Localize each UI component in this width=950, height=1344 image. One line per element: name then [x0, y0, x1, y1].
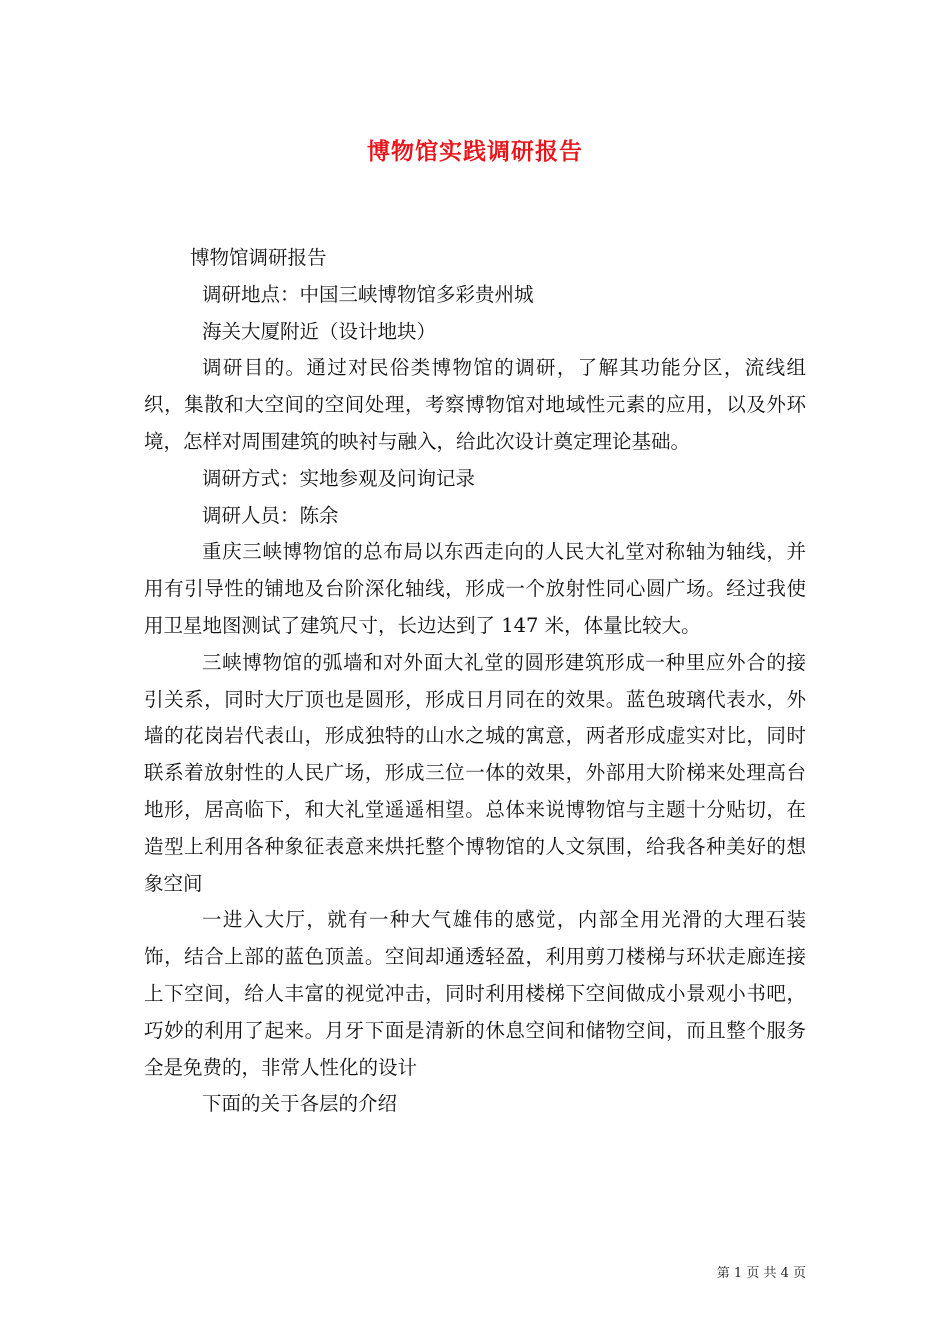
paragraph-site: 海关大厦附近（设计地块） [202, 319, 437, 343]
paragraph-hall: 一进入大厅，就有一种大气雄伟的感觉，内部全用光滑的大理石装饰，结合上部的蓝色顶盖。空间却通透轻盈，利用剪刀楼梯与环状走廊连接上下空间，给人丰富的视觉冲击，同时利用楼梯下空间做成小景观小书吧，巧妙的利用了起来。月牙下面是清新的休息空间和储物空间，而且整个服务全是免费的，非常人性化的设计 [144, 908, 806, 1079]
paragraph-heading: 博物馆调研报告 [190, 246, 327, 269]
paragraph-method: 调研方式：实地参观及问询记录 [202, 466, 476, 490]
paragraph-architecture: 三峡博物馆的弧墙和对外面大礼堂的圆形建筑形成一种里应外合的接引关系，同时大厅顶也是圆形，形成日月同在的效果。蓝色玻璃代表水，外墙的花岗岩代表山，形成独特的山水之城的寓意，两者形成虚实对比，同时联系着放射性的人民广场，形成三位一体的效果，外部用大阶梯来处理高台地形，居高临下，和大礼堂遥遥相望。总体来说博物馆与主题十分贴切，在造型上利用各种象征表意来烘托整个博物馆的人文氛围，给我各种美好的想象空间 [144, 650, 806, 895]
document-body [144, 240, 806, 1123]
paragraph-location: 调研地点：中国三峡博物馆多彩贵州城 [202, 282, 534, 306]
paragraph-purpose: 调研目的。通过对民俗类博物馆的调研，了解其功能分区，流线组织，集散和大空间的空间处理，考察博物馆对地域性元素的应用，以及外环境，怎样对周围建筑的映衬与融入，给此次设计奠定理论基础。 [144, 356, 806, 453]
paragraph-layout: 重庆三峡博物馆的总布局以东西走向的人民大礼堂对称轴为轴线，并用有引导性的铺地及台阶深化轴线，形成一个放射性同心圆广场。经过我使用卫星地图测试了建筑尺寸，长边达到了 147 米，体量比较大。 [144, 540, 806, 637]
paragraph-personnel: 调研人员：陈余 [202, 503, 339, 527]
page-number: 第 1 页 共 4 页 [716, 1266, 806, 1281]
paragraph-floors-intro: 下面的关于各层的介绍 [202, 1092, 398, 1116]
document-title: 博物馆实践调研报告 [367, 138, 583, 165]
